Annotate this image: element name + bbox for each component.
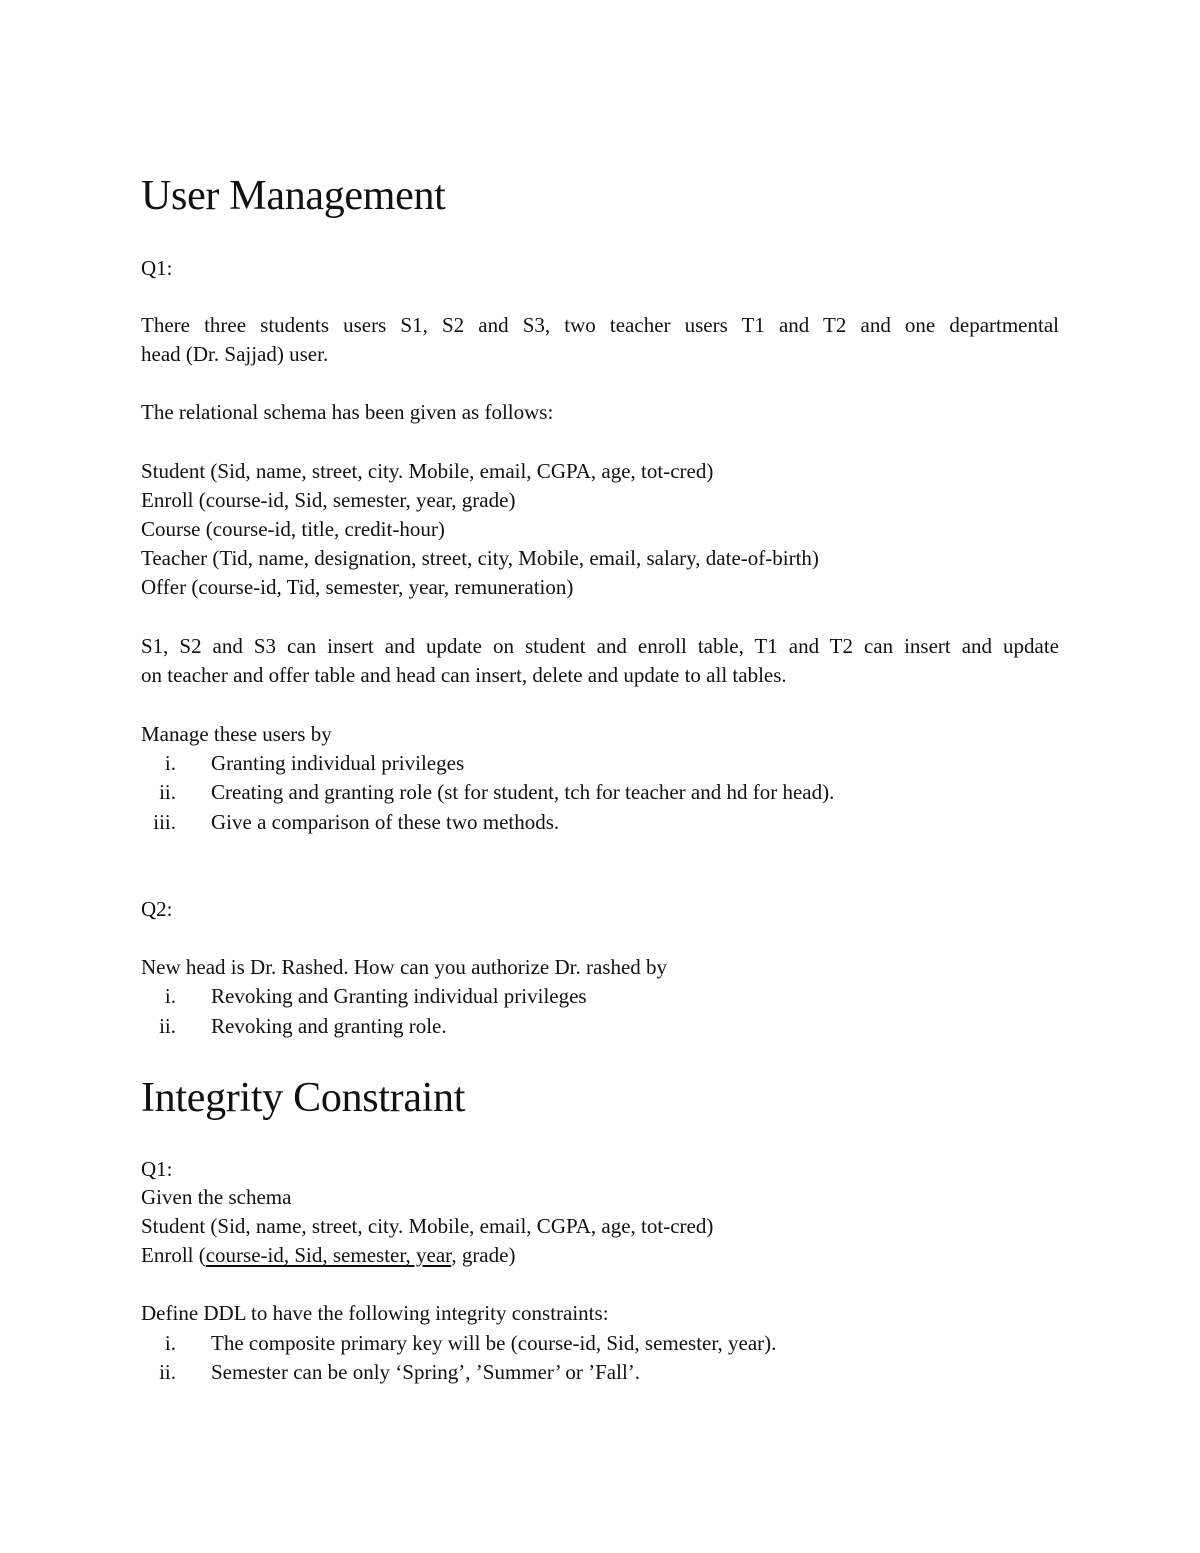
list-item-number: i. — [164, 1331, 176, 1355]
permissions-line2: on teacher and offer table and head can insert, delete and update to all tables. — [141, 663, 787, 687]
list-item-text: Revoking and granting role. — [211, 1014, 447, 1038]
schema-line-course: Course (course-id, title, credit-hour) — [141, 517, 445, 541]
schema-line-student: Student (Sid, name, street, city. Mobile, email, CGPA, age, tot-cred) — [141, 459, 714, 483]
list-item-number: ii. — [159, 1014, 176, 1038]
enroll-prefix: Enroll ( — [141, 1243, 206, 1267]
schema-line-enroll: Enroll (course-id, Sid, semester, year, grade) — [141, 488, 516, 512]
list-item-text: Granting individual privileges — [211, 751, 465, 775]
list-item-number: i. — [164, 751, 176, 775]
given-schema-label: Given the schema — [141, 1185, 292, 1209]
schema-line-offer: Offer (course-id, Tid, semester, year, remuneration) — [141, 575, 574, 599]
ddl-intro: Define DDL to have the following integrity constraints: — [141, 1301, 609, 1325]
schema-line-student: Student (Sid, name, street, city. Mobile, email, CGPA, age, tot-cred) — [141, 1214, 714, 1238]
enroll-suffix: , grade) — [451, 1243, 516, 1267]
question-label-q1: Q1: — [141, 1157, 173, 1181]
list-item-text: The composite primary key will be (course-id, Sid, semester, year). — [211, 1331, 777, 1355]
section-title-integrity-constraint: Integrity Constraint — [141, 1075, 466, 1121]
list-item-number: ii. — [159, 1360, 176, 1384]
question-label-q1: Q1: — [141, 256, 173, 280]
schema-line-enroll — [141, 1241, 515, 1270]
paragraph-users-line2: head (Dr. Sajjad) user. — [141, 342, 329, 366]
paragraph-users-line1: There three students users S1, S2 and S3, two teacher users T1 and T2 and one departmental — [141, 313, 1059, 337]
q2-intro: New head is Dr. Rashed. How can you authorize Dr. rashed by — [141, 955, 668, 979]
list-item-number: i. — [164, 984, 176, 1008]
list-item-number: ii. — [159, 780, 176, 804]
permissions-line1: S1, S2 and S3 can insert and update on student and enroll table, T1 and T2 can insert and update — [141, 634, 1059, 658]
list-item-text: Semester can be only ‘Spring’, ’Summer’ or ’Fall’. — [211, 1360, 641, 1384]
list-item-text: Creating and granting role (st for student, tch for teacher and hd for head). — [211, 780, 835, 804]
question-label-q2: Q2: — [141, 897, 173, 921]
section-title-user-management: User Management — [141, 173, 446, 219]
list-item-text: Give a comparison of these two methods. — [211, 810, 560, 834]
schema-line-teacher: Teacher (Tid, name, designation, street, city, Mobile, email, salary, date-of-birth) — [141, 546, 819, 570]
enroll-primary-key-underlined: course-id, Sid, semester, year — [205, 1243, 452, 1267]
list-item-text: Revoking and Granting individual privileges — [211, 984, 587, 1008]
schema-intro: The relational schema has been given as follows: — [141, 400, 554, 424]
manage-intro: Manage these users by — [141, 722, 332, 746]
list-item-number: iii. — [153, 810, 176, 834]
